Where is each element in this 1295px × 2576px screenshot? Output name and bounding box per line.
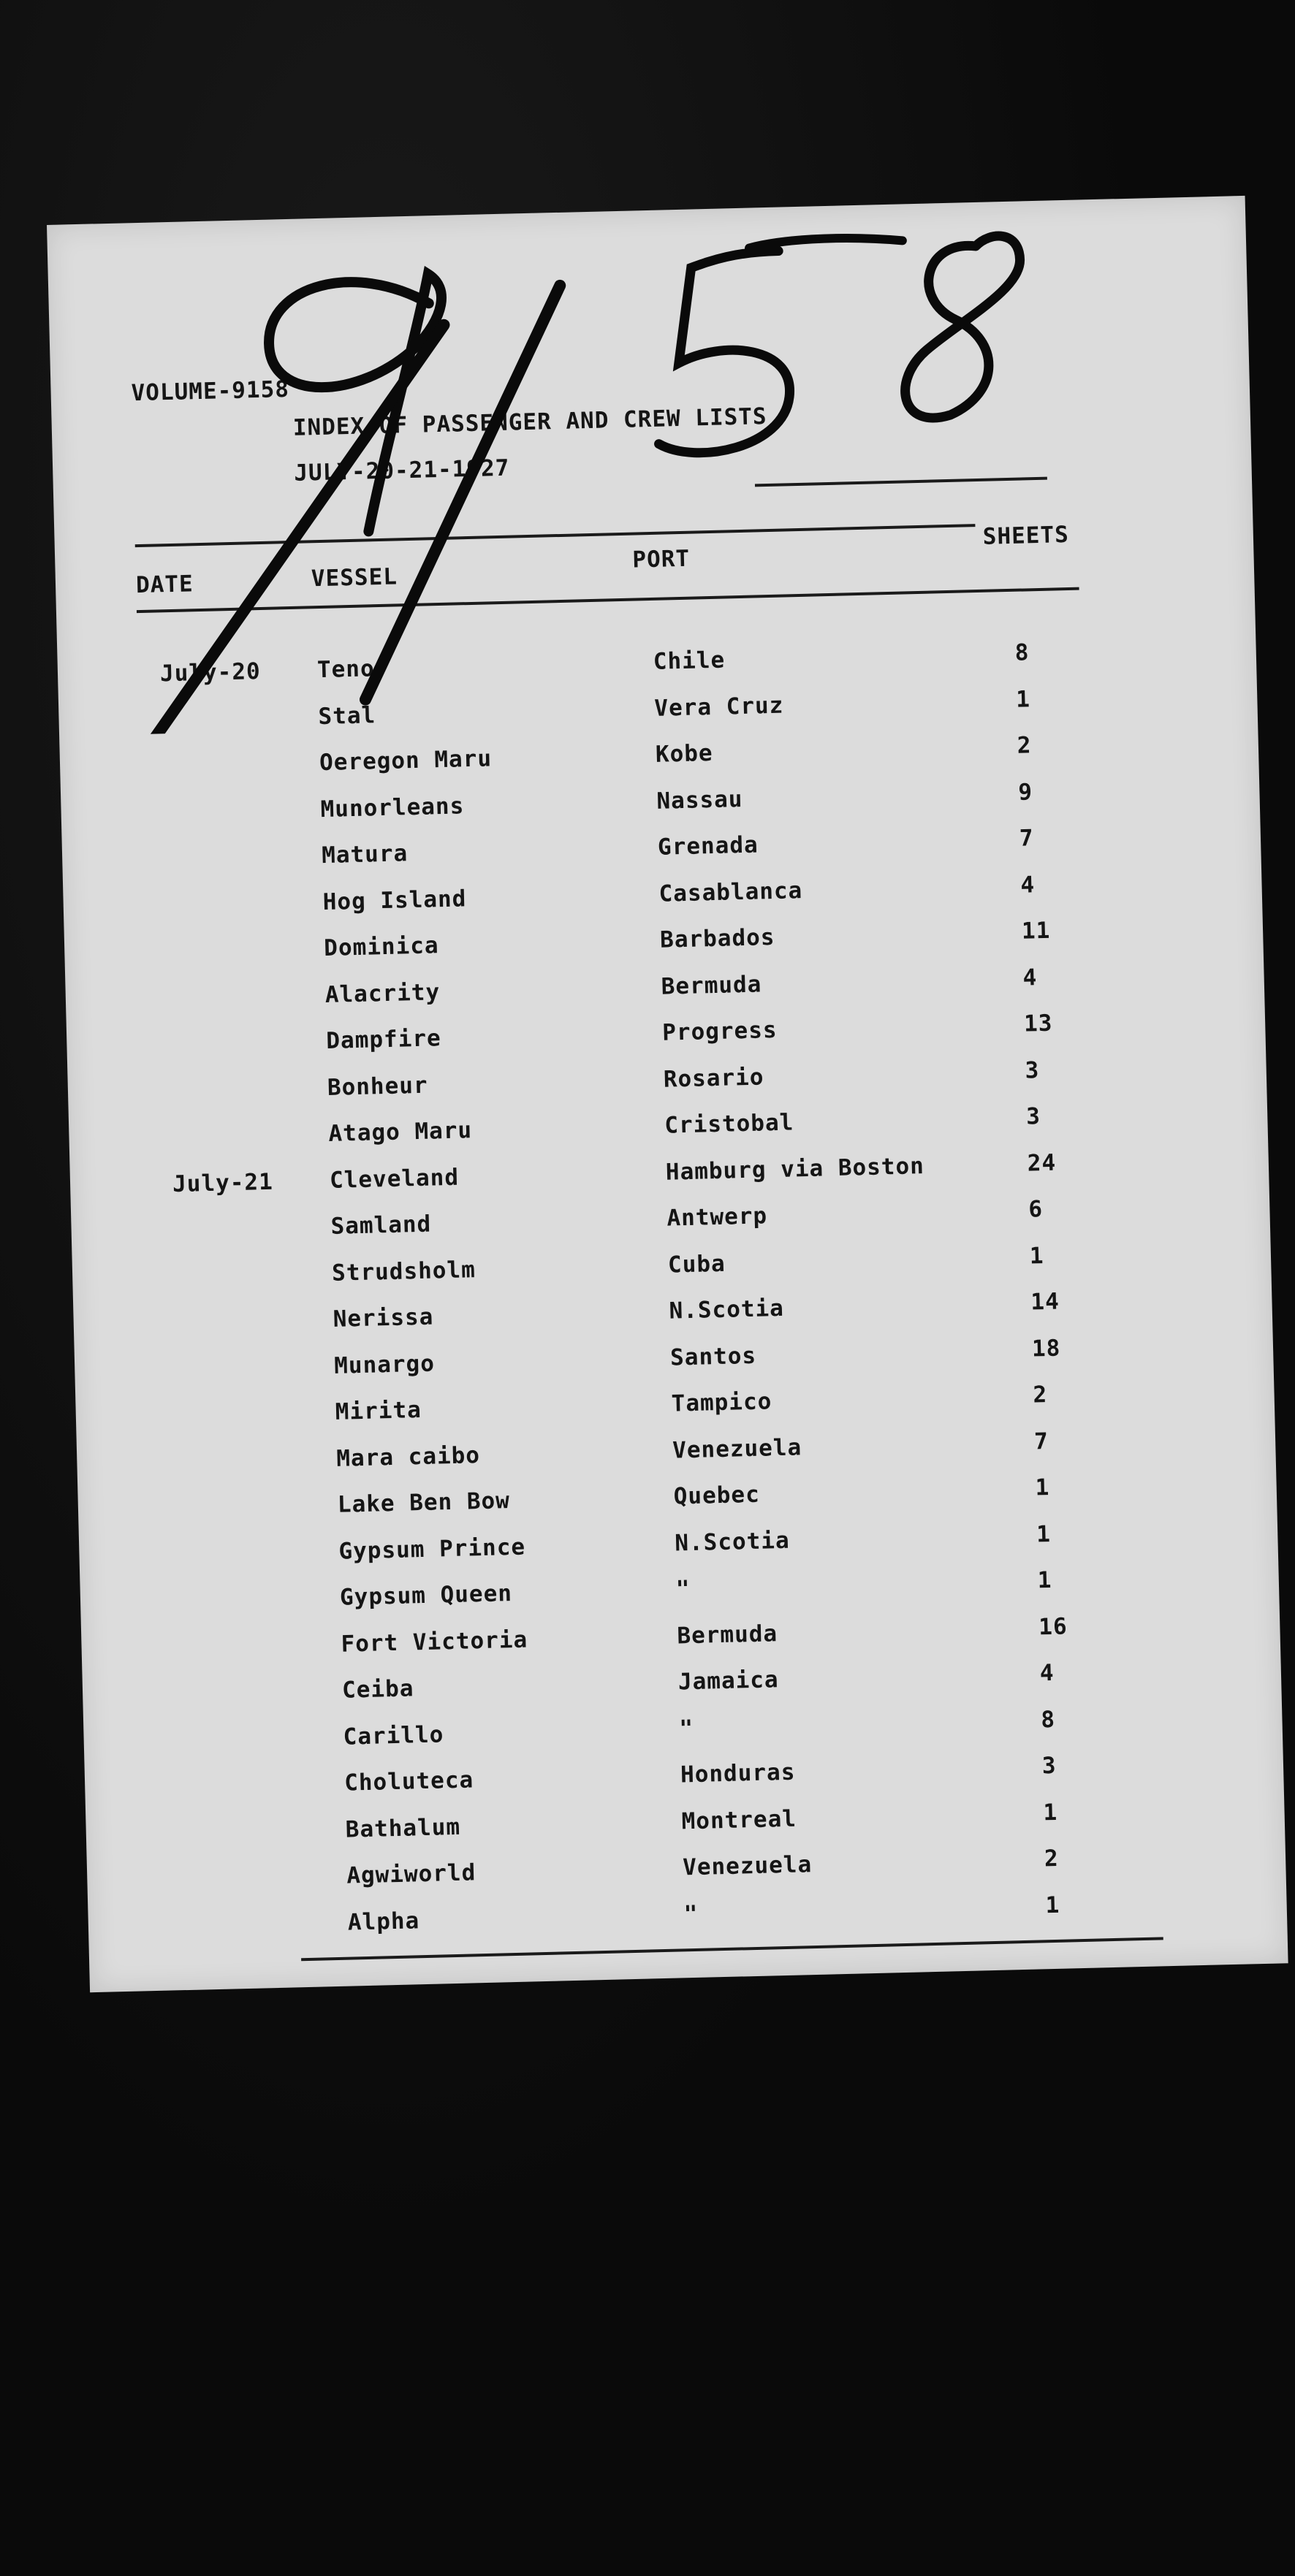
row-sheets: 7 <box>1019 825 1035 852</box>
row-port: Tampico <box>671 1388 772 1417</box>
header-top-rule <box>135 524 976 547</box>
row-vessel: Gypsum Queen <box>339 1580 513 1611</box>
row-port: Bermuda <box>661 970 762 1000</box>
row-vessel: Stal <box>318 701 376 730</box>
row-vessel: Nerissa <box>333 1303 434 1333</box>
row-sheets: 9 <box>1017 778 1033 806</box>
row-sheets: 1 <box>1037 1566 1052 1594</box>
row-port: Venezuela <box>682 1851 813 1881</box>
row-vessel: Dominica <box>323 932 440 962</box>
row-port: Antwerp <box>667 1203 768 1232</box>
row-sheets: 1 <box>1029 1242 1044 1270</box>
row-vessel: Matura <box>321 840 409 869</box>
row-sheets: 24 <box>1027 1149 1057 1177</box>
index-sheet <box>47 196 1288 1992</box>
row-vessel: Mirita <box>335 1396 422 1425</box>
row-vessel: Alacrity <box>324 978 441 1008</box>
row-port: Cuba <box>667 1250 726 1279</box>
row-port: Vera Cruz <box>653 692 784 722</box>
row-sheets: 4 <box>1022 964 1038 991</box>
row-vessel: Agwiworld <box>346 1859 476 1889</box>
row-port: Santos <box>669 1342 757 1371</box>
row-vessel: Alpha <box>347 1907 420 1936</box>
row-vessel: Strudsholm <box>331 1256 476 1287</box>
row-sheets: 1 <box>1045 1891 1060 1918</box>
row-sheets: 2 <box>1017 732 1032 759</box>
column-header-vessel: VESSEL <box>311 563 398 592</box>
column-header-date: DATE <box>135 571 194 599</box>
row-sheets: 11 <box>1021 917 1051 945</box>
row-port: Bermuda <box>676 1620 778 1649</box>
header-bottom-rule <box>137 587 1079 614</box>
row-sheets: 16 <box>1038 1612 1068 1640</box>
row-port: Venezuela <box>672 1433 802 1464</box>
row-sheets: 8 <box>1040 1706 1056 1733</box>
row-sheets: 3 <box>1025 1056 1040 1084</box>
row-vessel: Bathalum <box>345 1813 461 1843</box>
row-sheets: 4 <box>1039 1659 1055 1687</box>
row-port: Rosario <box>663 1063 764 1093</box>
document-dates: JULY-20-21-1927 <box>293 454 510 487</box>
row-vessel: Gypsum Prince <box>338 1533 526 1565</box>
row-port: " <box>683 1900 699 1927</box>
row-port: Kobe <box>655 739 714 768</box>
row-vessel: Choluteca <box>343 1767 474 1796</box>
row-sheets: 3 <box>1025 1103 1041 1130</box>
row-sheets: 8 <box>1014 639 1030 666</box>
row-port: Chile <box>653 647 726 675</box>
column-header-port: PORT <box>632 545 691 573</box>
row-port: Nassau <box>656 785 743 815</box>
row-vessel: Cleveland <box>329 1164 460 1194</box>
row-port: Barbados <box>659 923 775 953</box>
row-vessel: Hog Island <box>322 885 467 915</box>
row-port: Montreal <box>681 1805 797 1834</box>
row-sheets: 1 <box>1036 1520 1052 1547</box>
row-port: " <box>679 1715 694 1742</box>
row-vessel: Carillo <box>343 1720 444 1750</box>
row-sheets: 6 <box>1028 1196 1044 1223</box>
row-port: Casablanca <box>658 877 803 907</box>
row-sheets: 14 <box>1030 1288 1060 1316</box>
row-sheets: 2 <box>1044 1845 1060 1872</box>
row-port: Grenada <box>657 831 759 861</box>
document-title: INDEX OF PASSENGER AND CREW LISTS <box>292 403 768 441</box>
row-date: July-20 <box>159 658 262 687</box>
row-date: July-21 <box>172 1168 274 1197</box>
row-vessel: Fort Victoria <box>341 1626 528 1658</box>
row-vessel: Mara caibo <box>335 1441 481 1472</box>
row-sheets: 1 <box>1043 1799 1058 1826</box>
row-sheets: 13 <box>1023 1010 1053 1037</box>
row-sheets: 7 <box>1033 1428 1049 1455</box>
row-vessel: Munorleans <box>320 792 465 823</box>
row-vessel: Oeregon Maru <box>319 745 493 777</box>
row-port: Honduras <box>680 1758 796 1788</box>
row-port: N.Scotia <box>674 1527 791 1557</box>
row-vessel: Teno <box>316 655 376 684</box>
row-port: Jamaica <box>677 1666 780 1696</box>
row-sheets: 4 <box>1020 871 1036 899</box>
row-sheets: 2 <box>1033 1382 1048 1409</box>
top-rule-short <box>755 477 1047 487</box>
row-sheets: 18 <box>1031 1335 1061 1363</box>
row-vessel: Ceiba <box>341 1675 414 1704</box>
row-vessel: Munargo <box>333 1349 436 1379</box>
row-sheets: 3 <box>1041 1752 1057 1780</box>
row-port: Progress <box>661 1016 778 1046</box>
row-vessel: Dampfire <box>325 1025 442 1054</box>
row-port: Cristobal <box>664 1109 794 1139</box>
row-vessel: Lake Ben Bow <box>337 1487 511 1518</box>
row-port: Quebec <box>673 1481 761 1510</box>
row-port: N.Scotia <box>669 1295 785 1325</box>
row-vessel: Bonheur <box>327 1072 429 1101</box>
row-sheets: 1 <box>1035 1474 1050 1501</box>
column-header-sheets: SHEETS <box>982 521 1070 550</box>
volume-label: VOLUME-9158 <box>131 376 290 407</box>
row-sheets: 1 <box>1015 685 1031 713</box>
row-vessel: Samland <box>330 1211 432 1240</box>
row-port: Hamburg via Boston <box>665 1152 925 1186</box>
row-vessel: Atago Maru <box>328 1117 473 1147</box>
row-port: " <box>675 1576 691 1603</box>
